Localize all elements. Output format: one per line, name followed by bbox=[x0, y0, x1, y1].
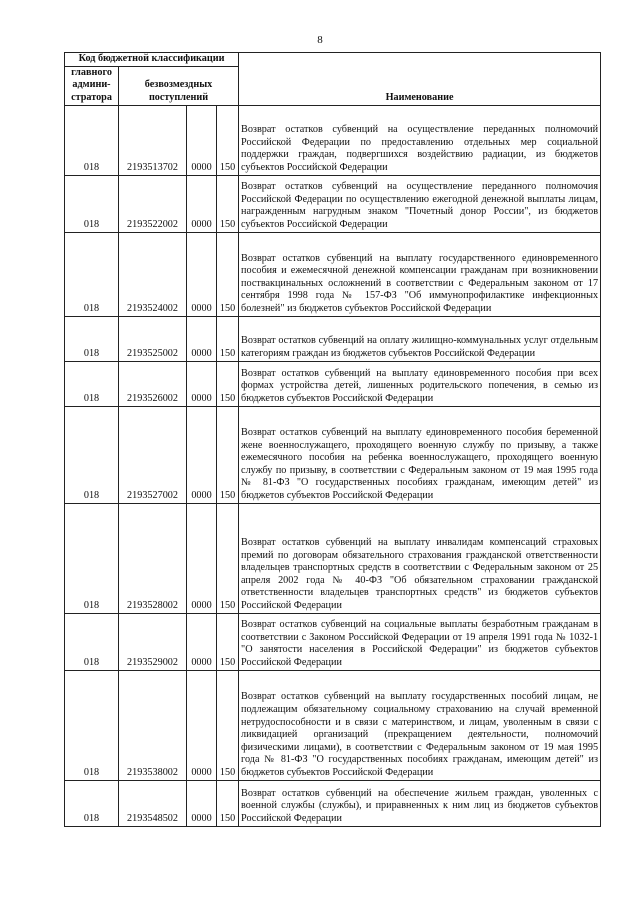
income-code-cell: 2193548502 bbox=[119, 780, 187, 826]
table-row bbox=[65, 780, 601, 826]
admin-code-cell: 018 bbox=[65, 406, 119, 503]
name-cell: Возврат остатков субвенций на выплату инвалидам компенсаций страховых премий по договорам обязательного страхования гражданской ответственности владельцев транспортных средств в соответствии с Федеральным законом от 25 апреля 2002 года № 40-ФЗ "Об обязательном страховании гражданской ответственности владельцев транспортных средств" из бюджетов субъектов Российской Федерации bbox=[239, 503, 601, 613]
name-cell: Возврат остатков субвенций на выплату единовременного пособия при всех формах устройства детей, лишенных родительского попечения, в семью из бюджетов субъектов Российской Федерации bbox=[239, 361, 601, 406]
name-cell: Возврат остатков субвенций на социальные выплаты безработным гражданам в соответствии с Законом Российской Федерации от 19 апреля 1991 года № 1032-1 "О занятости населения в Российской Федерации" из бюджетов субъектов Российской Федерации bbox=[239, 613, 601, 670]
name-cell: Возврат остатков субвенций на осуществление переданного полномочия Российской Федерации по осуществлению ежегодной денежной выплаты лицам, награжденным нагрудным знаком "Почетный донор России", из бюджетов субъектов Российской Федерации bbox=[239, 175, 601, 232]
kind-code-cell: 150 bbox=[217, 232, 239, 316]
name-cell: Возврат остатков субвенций на осуществление переданных полномочий Российской Федерации по предоставлению отдельных мер социальной поддержки граждан, подвергшихся воздействию радиации, из бюджетов субъектов Российской Федерации bbox=[239, 105, 601, 175]
kind-code-cell: 150 bbox=[217, 316, 239, 361]
name-cell: Возврат остатков субвенций на выплату государственного единовременного пособия и ежемесячной денежной компенсации гражданам при возникновении поствакцинальных осложнений в соответствии с Федеральным законом от 17 сентября 1998 года № 157-ФЗ "Об иммунопрофилактике инфекционных болезней" из бюджетов субъектов Российской Федерации bbox=[239, 232, 601, 316]
kind-code-cell: 150 bbox=[217, 670, 239, 780]
name-cell: Возврат остатков субвенций на выплату государственных пособий лицам, не подлежащим обязательному социальному страхованию на случай временной нетрудоспособности и в связи с материнством, и лицам, уволенным в связи с ликвидацией организаций (прекращением деятельности, полномочий физическими лицами), в соответствии с Федеральным законом от 19 мая 1995 года № 81-ФЗ "О государственных пособиях гражданам, имеющим детей" из бюджетов субъектов Российской Федерации bbox=[239, 670, 601, 780]
admin-code-cell: 018 bbox=[65, 232, 119, 316]
kind-code-cell: 150 bbox=[217, 175, 239, 232]
kind-code-cell: 150 bbox=[217, 406, 239, 503]
income-code-cell: 2193525002 bbox=[119, 316, 187, 361]
income-code-cell: 2193527002 bbox=[119, 406, 187, 503]
table-row bbox=[65, 175, 601, 232]
program-code-cell: 0000 bbox=[187, 670, 217, 780]
admin-code-cell: 018 bbox=[65, 105, 119, 175]
name-cell: Возврат остатков субвенций на выплату единовременного пособия беременной жене военнослужащего, проходящего военную службу по призыву, а также ежемесячного пособия на ребенка военнослужащего, проходящего военную службу по призыву, в соответствии с Федеральным законом от 19 мая 1995 года № 81-ФЗ "О государственных пособиях гражданам, имеющим детей" из бюджетов субъектов Российской Федерации bbox=[239, 406, 601, 503]
program-code-cell: 0000 bbox=[187, 361, 217, 406]
admin-code-cell: 018 bbox=[65, 613, 119, 670]
admin-code-cell: 018 bbox=[65, 503, 119, 613]
program-code-cell: 0000 bbox=[187, 406, 217, 503]
table-row bbox=[65, 406, 601, 503]
kind-code-cell: 150 bbox=[217, 503, 239, 613]
header-name: Наименование bbox=[239, 53, 601, 106]
admin-code-cell: 018 bbox=[65, 670, 119, 780]
admin-code-cell: 018 bbox=[65, 175, 119, 232]
program-code-cell: 0000 bbox=[187, 175, 217, 232]
kind-code-cell: 150 bbox=[217, 780, 239, 826]
name-cell: Возврат остатков субвенций на обеспечение жильем граждан, уволенных с военной службы (службы), и приравненных к ним лиц из бюджетов субъектов Российской Федерации bbox=[239, 780, 601, 826]
income-code-cell: 2193529002 bbox=[119, 613, 187, 670]
program-code-cell: 0000 bbox=[187, 780, 217, 826]
table-row bbox=[65, 613, 601, 670]
admin-code-cell: 018 bbox=[65, 361, 119, 406]
program-code-cell: 0000 bbox=[187, 503, 217, 613]
program-code-cell: 0000 bbox=[187, 316, 217, 361]
header-income: безвозмездных поступлений bbox=[119, 66, 239, 105]
program-code-cell: 0000 bbox=[187, 105, 217, 175]
table-row bbox=[65, 316, 601, 361]
header-admin: главного админи-стратора bbox=[65, 66, 119, 105]
table-row bbox=[65, 105, 601, 175]
admin-code-cell: 018 bbox=[65, 780, 119, 826]
kind-code-cell: 150 bbox=[217, 105, 239, 175]
table-row bbox=[65, 670, 601, 780]
page-number: 8 bbox=[317, 34, 323, 46]
income-code-cell: 2193513702 bbox=[119, 105, 187, 175]
name-cell: Возврат остатков субвенций на оплату жилищно-коммунальных услуг отдельным категориям граждан из бюджетов субъектов Российской Федерации bbox=[239, 316, 601, 361]
income-code-cell: 2193522002 bbox=[119, 175, 187, 232]
budget-classification-table bbox=[64, 52, 601, 827]
admin-code-cell: 018 bbox=[65, 316, 119, 361]
income-code-cell: 2193524002 bbox=[119, 232, 187, 316]
table-row bbox=[65, 361, 601, 406]
table-row bbox=[65, 232, 601, 316]
program-code-cell: 0000 bbox=[187, 232, 217, 316]
kind-code-cell: 150 bbox=[217, 361, 239, 406]
income-code-cell: 2193538002 bbox=[119, 670, 187, 780]
income-code-cell: 2193526002 bbox=[119, 361, 187, 406]
program-code-cell: 0000 bbox=[187, 613, 217, 670]
table-row bbox=[65, 503, 601, 613]
header-code-group: Код бюджетной классификации bbox=[65, 53, 239, 67]
income-code-cell: 2193528002 bbox=[119, 503, 187, 613]
kind-code-cell: 150 bbox=[217, 613, 239, 670]
